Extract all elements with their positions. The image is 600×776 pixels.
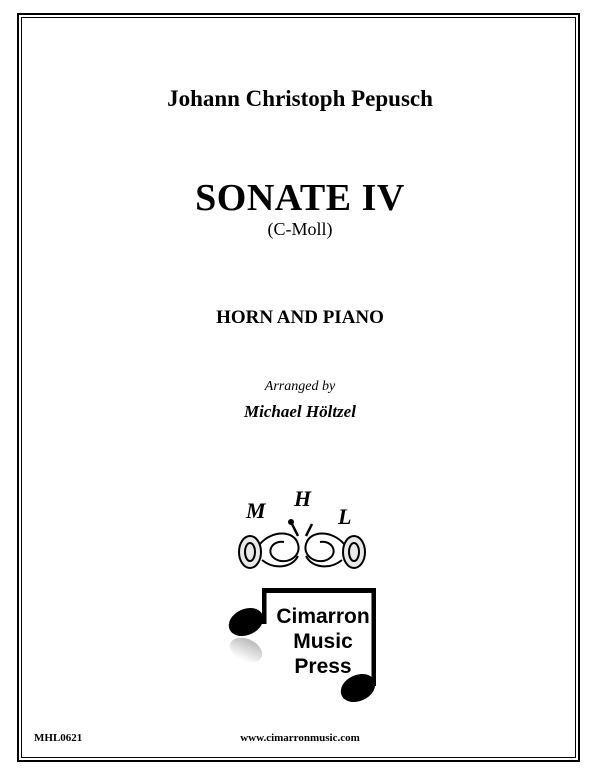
publisher-name-line1: Cimarron (276, 605, 370, 628)
composer-name: Johann Christoph Pepusch (167, 86, 433, 111)
arranger-name: Michael Höltzel (244, 402, 356, 421)
piece-title: SONATE IV (195, 177, 405, 219)
mhl-letter-l: L (338, 504, 352, 529)
catalog-code: MHL0621 (34, 732, 83, 744)
key-signature: (C-Moll) (267, 219, 333, 239)
instrumentation: HORN AND PIANO (216, 307, 384, 328)
mhl-logo (232, 486, 372, 576)
arranged-by-label: Arranged by (264, 379, 336, 394)
publisher-name-line2: Music (293, 630, 353, 653)
mhl-letter-m: M (246, 498, 266, 523)
mhl-letter-h: H (294, 486, 312, 511)
publisher-name-line3: Press (294, 655, 352, 678)
publisher-url[interactable]: www.cimarronmusic.com (240, 732, 360, 744)
